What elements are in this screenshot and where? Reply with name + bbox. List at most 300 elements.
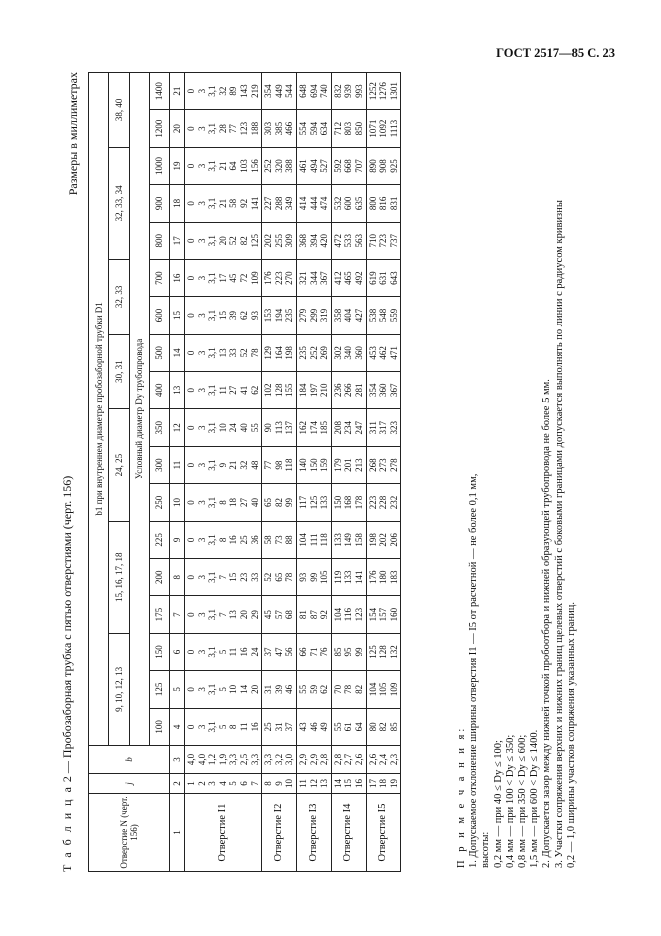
b1-value: 850	[353, 121, 364, 136]
b1-value: 64	[353, 722, 364, 732]
note-line: 0,4 мм — при 100 < Dу ≤ 350;	[504, 734, 516, 868]
column-index: 16	[170, 259, 185, 296]
header-du-value: 175	[149, 596, 169, 633]
b1-value: 712	[332, 121, 343, 136]
b1-value: 213	[353, 458, 364, 472]
b1-value: 0	[186, 500, 196, 505]
b1-value: 3	[196, 388, 207, 393]
b-values	[331, 746, 366, 774]
b1-value: 3	[196, 462, 207, 468]
b1-value: 281	[353, 383, 364, 398]
b1-value: 9	[217, 462, 228, 468]
b1-value: 52	[263, 572, 274, 582]
b-value: 2,3	[388, 753, 399, 766]
b1-value: 70	[332, 684, 343, 694]
b1-value: 0	[186, 313, 196, 318]
header-du-value: 200	[149, 559, 169, 596]
b1-values	[366, 72, 401, 110]
b1-value: 302	[332, 346, 343, 360]
b1-value: 149	[343, 533, 354, 547]
b1-value: 10	[217, 423, 228, 433]
b1-value: 0	[186, 687, 196, 692]
header-du-value: 600	[149, 297, 169, 334]
j-value: 4	[217, 781, 228, 786]
b1-value: 125	[367, 645, 378, 659]
b1-value: 117	[297, 495, 308, 510]
b1-value: 159	[319, 458, 330, 472]
b1-values	[185, 185, 262, 222]
b1-values	[185, 596, 262, 633]
b1-value: 155	[284, 383, 295, 398]
b1-value: 24	[249, 647, 260, 657]
table-row-group	[296, 72, 331, 871]
b1-values	[185, 708, 262, 745]
b1-values	[331, 259, 366, 296]
b1-value: 72	[238, 273, 249, 283]
b1-value: 414	[297, 196, 308, 211]
b1-value: 78	[249, 348, 260, 358]
b1-value: 80	[367, 722, 378, 732]
b1-value: 340	[343, 346, 354, 360]
b1-value: 11	[228, 647, 239, 657]
b1-value: 64	[228, 161, 239, 171]
b1-value: 3,1	[207, 721, 218, 733]
b1-value: 462	[378, 346, 389, 360]
b1-values	[296, 521, 331, 558]
b1-value: 141	[353, 570, 364, 584]
b1-value: 635	[353, 196, 364, 211]
b1-value: 668	[343, 159, 354, 173]
b1-value: 82	[273, 497, 284, 507]
b1-value: 99	[308, 572, 319, 582]
column-index: 21	[170, 72, 185, 110]
b1-value: 427	[353, 308, 364, 323]
b1-value: 180	[378, 570, 389, 584]
column-index: 5	[170, 671, 185, 708]
b1-value: 46	[284, 684, 295, 694]
b1-value: 160	[388, 607, 399, 622]
b1-value: 227	[263, 196, 274, 211]
b1-value: 449	[273, 84, 284, 98]
b1-values	[366, 521, 401, 558]
notes-title: П р и м е ч а н и я:	[456, 725, 467, 868]
b1-values	[366, 147, 401, 184]
b1-value: 201	[343, 458, 354, 472]
header-d1-group: 38, 40	[109, 72, 129, 147]
b1-value: 494	[308, 159, 319, 173]
b1-value: 3,1	[207, 459, 218, 471]
j-value: 8	[263, 781, 274, 786]
b1-value: 8	[217, 500, 228, 505]
b1-value: 385	[273, 121, 284, 136]
b1-value: 0	[186, 575, 196, 580]
b1-value: 198	[367, 533, 378, 547]
j-value: 11	[297, 779, 308, 788]
note-line: высоты:	[480, 831, 492, 868]
b-value: 2,8	[319, 753, 330, 766]
b1-value: 3,1	[207, 496, 218, 509]
column-index: 13	[170, 372, 185, 409]
b1-values	[331, 596, 366, 633]
b1-value: 202	[378, 533, 389, 547]
j-value: 3	[207, 781, 218, 786]
b1-value: 532	[332, 196, 343, 211]
b1-value: 194	[273, 308, 284, 323]
b1-value: 21	[217, 198, 228, 208]
b1-values	[185, 334, 262, 371]
b1-value: 58	[228, 198, 239, 208]
j-value: 12	[308, 779, 319, 788]
b-value: 3,2	[273, 753, 284, 766]
j-values	[366, 774, 401, 794]
b1-value: 15	[228, 572, 239, 582]
b1-values	[262, 372, 297, 409]
header-du-value: 125	[149, 671, 169, 708]
b1-values	[262, 72, 297, 110]
b1-values	[262, 633, 297, 670]
b1-value: 150	[332, 495, 343, 510]
b1-value: 33	[249, 572, 260, 582]
b1-values	[262, 297, 297, 334]
b1-value: 15	[217, 311, 228, 321]
b1-values	[331, 708, 366, 745]
b1-value: 40	[249, 497, 260, 507]
b1-value: 3,1	[207, 422, 218, 434]
b1-value: 320	[273, 159, 284, 173]
b1-value: 65	[263, 497, 274, 507]
b1-value: 420	[319, 233, 330, 248]
b1-value: 412	[332, 271, 343, 285]
b1-value: 82	[378, 722, 389, 732]
b1-value: 77	[263, 460, 274, 470]
b1-values	[366, 484, 401, 521]
b1-value: 252	[308, 346, 319, 360]
b1-value: 619	[367, 271, 378, 285]
caption-text: 2 — Пробозаборная трубка с пятью отверстиями (черт. 156)	[60, 475, 74, 783]
b1-value: 3,1	[207, 85, 218, 97]
b1-value: 113	[273, 421, 284, 435]
column-index: 11	[170, 446, 185, 483]
b1-values	[296, 708, 331, 745]
b1-value: 1113	[388, 119, 399, 138]
b1-value: 133	[332, 533, 343, 547]
b1-value: 548	[378, 308, 389, 323]
b1-value: 255	[273, 233, 284, 248]
j-value: 19	[388, 779, 399, 788]
b1-values	[296, 559, 331, 596]
b1-value: 123	[238, 121, 249, 136]
b1-values	[296, 110, 331, 147]
b1-value: 3	[196, 425, 207, 430]
b1-value: 367	[319, 271, 330, 285]
b1-values	[185, 297, 262, 334]
column-index: 15	[170, 297, 185, 334]
b1-value: 890	[367, 159, 378, 173]
b1-values	[185, 110, 262, 147]
b1-value: 270	[284, 271, 295, 285]
header-d1-group: 15, 16, 17, 18	[109, 521, 129, 633]
b1-value: 317	[378, 420, 389, 435]
b1-value: 0	[186, 201, 196, 206]
hole-group-label: Отверстие I2	[262, 794, 297, 872]
b-value: 1,2	[207, 753, 218, 766]
b1-value: 533	[343, 233, 354, 248]
b1-value: 154	[367, 607, 378, 622]
header-b1-inner-diameter: b1 при внутреннем диаметре пробозаборной трубки D1	[89, 72, 109, 745]
b1-value: 109	[249, 271, 260, 285]
b1-value: 65	[273, 572, 284, 582]
b1-value: 87	[308, 610, 319, 620]
table-row-group	[331, 72, 366, 871]
b1-value: 3	[196, 275, 207, 281]
b1-value: 188	[249, 121, 260, 136]
b1-value: 303	[263, 121, 274, 136]
b1-value: 354	[367, 383, 378, 398]
b1-value: 39	[228, 311, 239, 321]
b1-value: 800	[367, 196, 378, 211]
column-index: 14	[170, 334, 185, 371]
b1-value: 43	[297, 722, 308, 732]
b1-values	[262, 147, 297, 184]
b1-values	[296, 596, 331, 633]
b1-value: 103	[238, 159, 249, 173]
header-du-value: 150	[149, 633, 169, 670]
hole-group-label: Отверстие I3	[296, 794, 331, 872]
b1-value: 46	[308, 722, 319, 732]
column-index: 9	[170, 521, 185, 558]
b1-value: 62	[319, 684, 330, 694]
b-value: 3,0	[284, 753, 295, 766]
b1-value: 82	[353, 684, 364, 694]
b1-value: 0	[186, 238, 196, 243]
hole-group-label: Отверстие I5	[366, 794, 401, 872]
b1-value: 11	[238, 722, 249, 732]
note-line: 0,2 мм — при 40 ≤ Dу ≤ 100;	[492, 740, 504, 868]
b1-values	[185, 446, 262, 483]
b1-value: 85	[388, 722, 399, 732]
header-du-value: 400	[149, 372, 169, 409]
b1-value: 118	[319, 533, 330, 547]
j-value: 9	[273, 781, 284, 786]
j-value: 10	[284, 779, 295, 788]
b1-value: 3,1	[207, 571, 218, 583]
b1-value: 31	[263, 684, 274, 694]
b1-value: 78	[284, 572, 295, 582]
b1-value: 3	[196, 500, 207, 505]
b1-values	[331, 185, 366, 222]
b1-value: 993	[353, 84, 364, 98]
b1-value: 29	[249, 610, 260, 620]
b1-value: 104	[332, 607, 343, 622]
note-line: 0,2 — 1,0 ширины участков сопряжения указанных границ.	[565, 602, 577, 868]
b1-values	[331, 559, 366, 596]
b1-values	[331, 409, 366, 446]
b1-value: 803	[343, 121, 354, 136]
b1-value: 544	[284, 84, 295, 98]
header-du-value: 250	[149, 484, 169, 521]
b1-value: 66	[297, 647, 308, 657]
b1-value: 527	[319, 159, 330, 173]
b1-value: 27	[238, 497, 249, 507]
notes	[456, 78, 578, 868]
b1-value: 40	[238, 423, 249, 433]
b1-value: 694	[308, 84, 319, 98]
b1-value: 179	[332, 458, 343, 472]
b1-values	[185, 372, 262, 409]
b1-value: 78	[343, 684, 354, 694]
b1-value: 0	[186, 126, 196, 131]
b-value: 2,9	[308, 753, 319, 766]
note-line: 2. Допускается зазор между нижней точкой пробоотбора и нижней образующей трубопровода не более 5 мм.	[541, 379, 553, 868]
b1-value: 3,1	[207, 646, 218, 658]
header-du-value: 300	[149, 446, 169, 483]
b1-value: 723	[378, 233, 389, 248]
b1-value: 319	[319, 308, 330, 323]
b1-values	[296, 334, 331, 371]
b1-value: 5	[217, 649, 228, 655]
b1-value: 3,1	[207, 534, 218, 546]
b1-value: 252	[263, 159, 274, 173]
b1-value: 816	[378, 196, 389, 211]
b1-values	[331, 446, 366, 483]
b1-value: 908	[378, 159, 389, 173]
b1-value: 104	[297, 533, 308, 547]
b1-value: 3,1	[207, 609, 218, 621]
b1-value: 61	[343, 722, 354, 732]
b1-values	[296, 372, 331, 409]
b1-values	[366, 633, 401, 670]
b1-value: 235	[297, 346, 308, 360]
b1-values	[262, 334, 297, 371]
b1-values	[366, 559, 401, 596]
b1-values	[262, 409, 297, 446]
b1-values	[331, 521, 366, 558]
b1-value: 168	[343, 495, 354, 510]
b1-value: 278	[388, 458, 399, 472]
header-du-value: 800	[149, 222, 169, 259]
b1-value: 16	[238, 647, 249, 657]
b1-value: 634	[319, 121, 330, 136]
j-values	[185, 774, 262, 794]
b1-value: 831	[388, 196, 399, 211]
j-value: 15	[343, 779, 354, 788]
b1-value: 3,1	[207, 122, 218, 135]
header-du-value: 900	[149, 185, 169, 222]
b1-values	[366, 297, 401, 334]
b1-values	[185, 671, 262, 708]
header-du-value: 100	[149, 708, 169, 745]
b1-values	[296, 185, 331, 222]
b1-value: 600	[343, 196, 354, 211]
column-index: 8	[170, 559, 185, 596]
b1-value: 27	[228, 385, 239, 395]
b1-value: 3	[196, 724, 207, 730]
b-value: 2,6	[353, 753, 364, 766]
b-value: 3,3	[249, 753, 260, 766]
header-d1-group: 32, 33	[109, 259, 129, 334]
b1-value: 58	[263, 535, 274, 545]
b-values	[296, 746, 331, 774]
b1-value: 13	[228, 610, 239, 620]
b1-value: 164	[273, 346, 284, 360]
b1-value: 232	[388, 495, 399, 510]
b1-value: 0	[186, 163, 196, 169]
b1-value: 3,1	[207, 683, 218, 696]
b1-value: 56	[284, 647, 295, 657]
table-row-group	[185, 72, 262, 871]
b1-value: 62	[238, 311, 249, 321]
b1-value: 0	[186, 425, 196, 430]
table-row-group	[366, 72, 401, 871]
b1-values	[185, 484, 262, 521]
b1-value: 57	[273, 610, 284, 620]
b1-value: 0	[186, 537, 196, 543]
b1-value: 472	[332, 233, 343, 248]
page-header: ГОСТ 2517—85 С. 23	[496, 46, 615, 60]
b1-value: 631	[378, 271, 389, 285]
b1-value: 111	[308, 533, 319, 547]
b1-value: 228	[378, 495, 389, 510]
note-line: 0,8 мм — при 350 < Dу ≤ 600;	[517, 734, 529, 868]
b1-value: 1092	[378, 119, 389, 138]
b1-values	[296, 671, 331, 708]
b1-value: 125	[308, 495, 319, 510]
data-table	[88, 72, 401, 872]
b1-value: 1071	[367, 119, 378, 138]
b1-value: 92	[319, 610, 330, 620]
b1-value: 3,1	[207, 309, 218, 322]
b1-value: 223	[367, 495, 378, 510]
b1-value: 99	[353, 647, 364, 657]
b1-values	[185, 633, 262, 670]
b1-value: 128	[273, 383, 284, 398]
b1-value: 118	[284, 458, 295, 472]
b-value: 2,8	[332, 753, 343, 766]
b1-value: 0	[186, 462, 196, 468]
hole-group-label: Отверстие I1	[185, 794, 262, 872]
j-value: 1	[186, 781, 196, 786]
b1-values	[185, 559, 262, 596]
b1-value: 143	[238, 84, 249, 98]
b1-values	[262, 484, 297, 521]
b-values	[262, 746, 297, 774]
b1-value: 109	[388, 682, 399, 697]
b1-value: 162	[297, 420, 308, 435]
b1-values	[366, 708, 401, 745]
b1-value: 45	[228, 273, 239, 283]
b1-value: 234	[343, 420, 354, 435]
b1-value: 37	[263, 647, 274, 657]
b1-value: 288	[273, 196, 284, 211]
header-du-value: 1400	[149, 72, 169, 110]
b1-value: 28	[217, 124, 228, 134]
b1-value: 404	[343, 308, 354, 323]
b1-value: 538	[367, 308, 378, 323]
b1-value: 55	[297, 684, 308, 694]
b1-value: 88	[284, 535, 295, 545]
j-value: 17	[367, 779, 378, 788]
column-index: 17	[170, 222, 185, 259]
b1-value: 554	[297, 121, 308, 136]
b1-value: 208	[332, 420, 343, 435]
column-index: 7	[170, 596, 185, 633]
b1-value: 0	[186, 649, 196, 655]
b1-value: 832	[332, 84, 343, 98]
b-value: 2,6	[367, 753, 378, 766]
b1-values	[296, 259, 331, 296]
b1-value: 7	[217, 575, 228, 580]
b1-value: 156	[249, 159, 260, 173]
